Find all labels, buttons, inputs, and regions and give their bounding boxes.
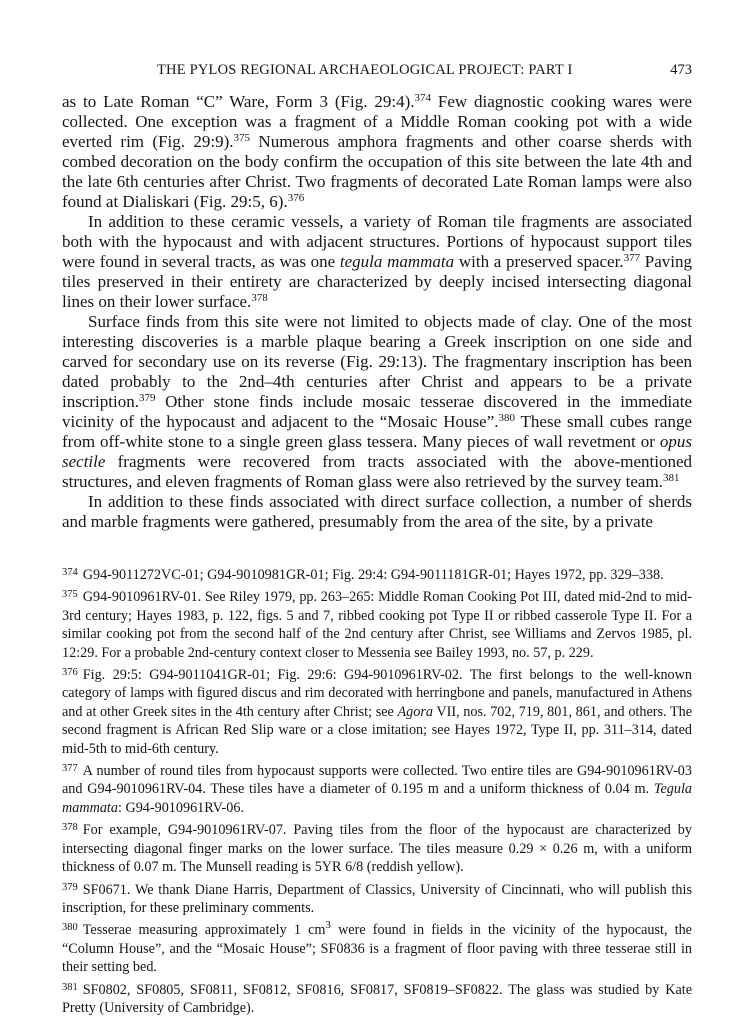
text-run: In addition to these finds associated with direct surface collection, a number of sherds and marble fragments were gathered, presumably from the area of the site, by a private [62, 492, 692, 531]
footnote-381 [62, 981, 692, 1018]
footnote-text: Tesserae measuring approximately 1 cm [82, 922, 326, 939]
paragraph-1 [62, 92, 692, 212]
text-run: Numerous amphora fragments and other coarse sherds with combed decoration on the body confirm the occupation of this site between the late 4th and the late 6th centuries after Christ. Two fragments of decorated Late Roman lamps were also found at Dialiskari (Fig. 29:5, 6). [62, 132, 692, 211]
footnote-ref-379[interactable]: 379 [138, 392, 156, 404]
text-run: In addition to these ceramic vessels, a variety of Roman tile fragments are associated both with the hypocaust and with adjacent structures. Portions of hypocaust support tiles were found in several tracts, as was one [62, 212, 692, 271]
footnote-number: 377 [62, 763, 78, 775]
footnote-text: VII, nos. 702, 719, 801, 861, and others. The second fragment is African Red Slip ware or a close imitation; see Hayes 1972, Type II, pp. 311–314, dated mid-5th to mid-6th century. [62, 703, 692, 757]
footnote-379 [62, 881, 692, 918]
paragraph-2 [62, 212, 692, 312]
text-run: as to Late Roman “C” Ware, Form 3 (Fig. 29:4). [62, 92, 415, 111]
footnote-text: A number of round tiles from hypocaust supports were collected. Two entire tiles are G94-9010961RV-03 and G94-9010961RV-04. These tiles have a diameter of 0.195 m and a uniform thickness of 0.04 m. [62, 763, 692, 798]
italic-term: Agora [397, 703, 433, 720]
main-text [62, 92, 692, 532]
footnote-text: Fig. 29:5: G94-9011041GR-01; Fig. 29:6: G94-9010961RV-02. The first belongs to the well-known category of lamps with figured discus and rim decorated with herringbone and panels, manufactured in Athens and at other Greek sites in the 4th century after Christ; see [62, 667, 692, 720]
footnote-text: SF0802, SF0805, SF0811, SF0812, SF0816, SF0817, SF0819–SF0822. The glass was studied by Kate Pretty (University of Cambridge). [62, 981, 692, 1016]
text-run: fragments were recovered from tracts associated with the above-mentioned structures, and eleven fragments of Roman glass were also retrieved by the survey team. [62, 452, 692, 491]
superscript: 3 [325, 919, 331, 932]
footnote-text: : G94-9010961RV-06. [117, 799, 244, 816]
footnote-ref-376[interactable]: 376 [287, 192, 305, 204]
text-run: with a preserved spacer. [454, 252, 624, 271]
footnote-ref-377[interactable]: 377 [623, 252, 641, 264]
footnote-ref-374[interactable]: 374 [414, 92, 431, 104]
footnote-ref-380[interactable]: 380 [498, 412, 515, 424]
footnote-377 [62, 762, 692, 817]
page-number: 473 [670, 62, 692, 78]
footnote-number: 376 [62, 667, 78, 679]
footnote-375 [62, 588, 692, 662]
text-run: Surface finds from this site were not limited to objects made of clay. One of the most interesting discoveries is a marble plaque bearing a Greek inscription on one side and carved for secondary use on its reverse (Fig. 29:13). The fragmentary inscription has been dated probably to the 2nd–4th centuries after Christ and appears to be a private inscription. [62, 312, 692, 411]
text-run: Paving tiles preserved in their entirety are characterized by deeply incised intersecting diagonal lines on their lower surface. [62, 252, 692, 311]
footnote-number: 379 [62, 881, 78, 893]
running-head: THE PYLOS REGIONAL ARCHAEOLOGICAL PROJECT: PART I [157, 62, 573, 78]
footnote-number: 378 [62, 822, 78, 834]
footnote-number: 380 [62, 922, 78, 934]
italic-term: tegula mammata [339, 252, 455, 271]
footnote-text: G94-9011272VC-01; G94-9010981GR-01; Fig. 29:4: G94-9011181GR-01; Hayes 1972, pp. 329–338. [82, 567, 664, 583]
footnote-number: 381 [62, 981, 78, 993]
text-run: These small cubes range from off-white stone to a single green glass tessera. Many pieces of wall revetment or [62, 412, 692, 451]
footnote-380 [62, 921, 692, 976]
footnote-text: For example, G94-9010961RV-07. Paving tiles from the floor of the hypocaust are characterized by intersecting diagonal finger marks on the lower surface. The tiles measure 0.29 × 0.26 m, with a uniform thickness of 0.07 m. The Munsell reading is 5YR 6/8 (reddish yellow). [62, 822, 692, 876]
paragraph-4 [62, 492, 692, 532]
footnote-text: SF0671. We thank Diane Harris, Department of Classics, University of Cincinnati, who will publish this inscription, for these preliminary comments. [62, 881, 692, 916]
text-run: Other stone finds include mosaic tesserae discovered in the immediate vicinity of the hypocaust and adjacent to the “Mosaic House”. [62, 392, 692, 431]
page-header [62, 62, 692, 82]
footnote-text: were found in fields in the vicinity of the hypocaust, the “Column House”, and the “Mosaic House”; SF0836 is a fragment of floor paving with three tesserae still in their setting bed. [62, 922, 692, 976]
footnote-378 [62, 821, 692, 876]
footnote-ref-378[interactable]: 378 [251, 292, 268, 304]
footnote-text: G94-9010961RV-01. See Riley 1979, pp. 263–265: Middle Roman Cooking Pot III, dated mid-2nd to mid-3rd century; Hayes 1983, p. 122, figs. 5 and 7, ribbed cooking pot Type II or ribbed casserole Type II. For a similar cooking pot from the second half of the 2nd century after Christ, see Williams and Zervos 1985, pl. 12:29. For a probable 2nd-century context closer to Messenia see Bailey 1993, no. 57, p. 229. [62, 589, 692, 661]
footnote-ref-381[interactable]: 381 [662, 472, 680, 484]
footnote-number: 374 [62, 567, 78, 578]
text-run: Few diagnostic cooking wares were collected. One exception was a fragment of a Middle Roman cooking pot with a wide everted rim (Fig. 29:9). [62, 92, 692, 151]
footnote-number: 375 [62, 589, 78, 601]
footnote-ref-375[interactable]: 375 [233, 132, 251, 144]
italic-term: opus sectile [62, 432, 692, 471]
footnotes [62, 566, 692, 1021]
italic-term: Tegula mammata [62, 781, 692, 816]
footnote-376 [62, 666, 692, 758]
footnote-374 [62, 566, 692, 584]
paragraph-3 [62, 312, 692, 492]
